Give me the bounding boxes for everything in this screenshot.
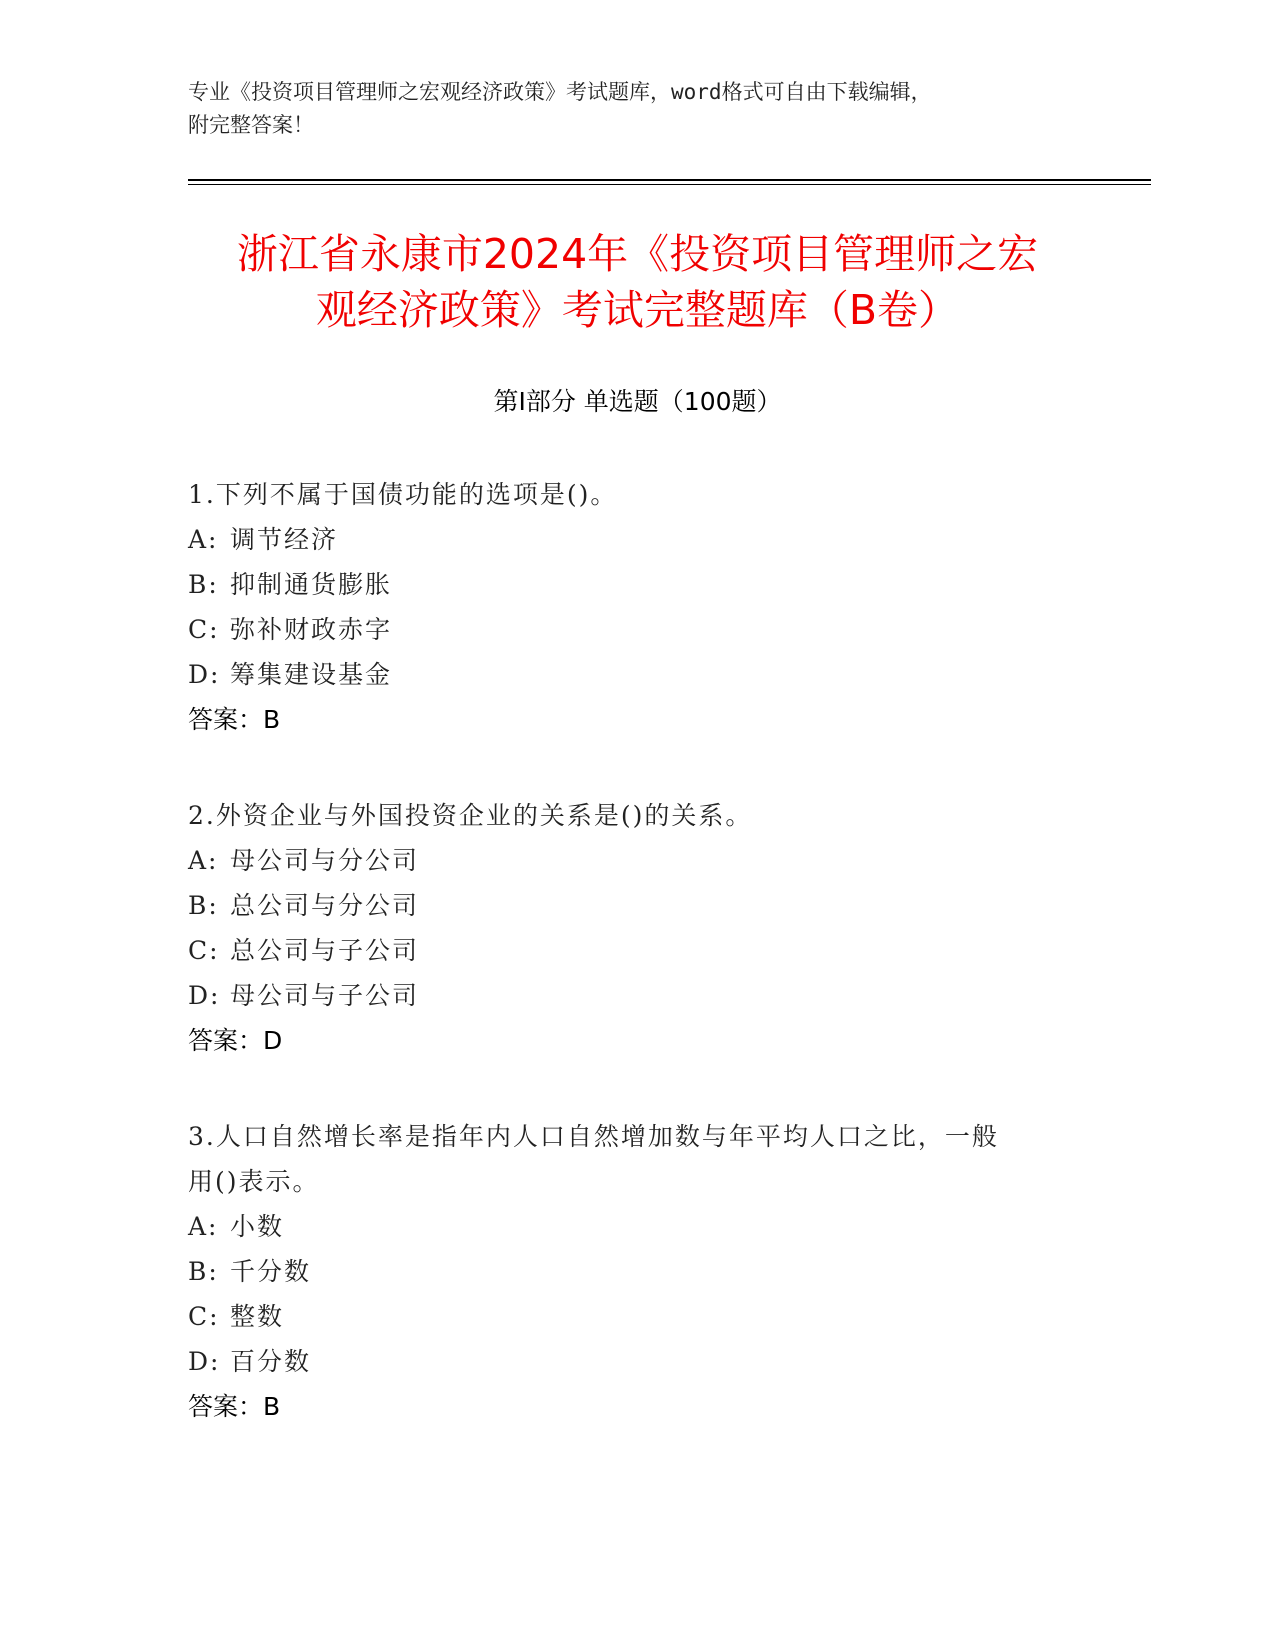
title-line-1: 浙江省永康市2024年《投资项目管理师之宏: [236, 230, 1039, 278]
option-label: D:: [188, 981, 221, 1010]
option-text: 调节经济: [230, 525, 339, 554]
option-label: A:: [188, 525, 219, 554]
option-d: [188, 1339, 1068, 1384]
option-a: [188, 1204, 1068, 1249]
option-text: 总公司与分公司: [230, 891, 420, 920]
option-label: B:: [188, 570, 219, 599]
option-d: [188, 652, 1068, 697]
question-stem: 1.下列不属于国债功能的选项是()。: [188, 480, 618, 509]
option-text: 总公司与子公司: [230, 936, 420, 965]
page-title: [150, 226, 1125, 338]
option-text: 母公司与子公司: [230, 981, 420, 1010]
option-label: C:: [188, 615, 220, 644]
notice-line-1: 专业《投资项目管理师之宏观经济政策》考试题库，word格式可自由下载编辑，: [188, 80, 932, 104]
question-1: [188, 472, 1068, 742]
answer-line: 答案：B: [188, 1392, 281, 1421]
option-label: B:: [188, 891, 219, 920]
option-text: 整数: [230, 1302, 285, 1331]
option-label: C:: [188, 936, 220, 965]
notice-line-2: 附完整答案！: [188, 113, 314, 137]
option-text: 抑制通货膨胀: [230, 570, 393, 599]
answer-line: 答案：D: [188, 1026, 283, 1055]
option-b: [188, 883, 1068, 928]
option-label: A:: [188, 846, 219, 875]
option-label: B:: [188, 1257, 219, 1286]
download-notice: [188, 76, 1068, 142]
option-b: [188, 562, 1068, 607]
option-text: 筹集建设基金: [230, 660, 393, 689]
question-stem-line-1: 3.人口自然增长率是指年内人口自然增加数与年平均人口之比，一般: [188, 1122, 999, 1151]
section-heading: 第Ⅰ部分 单选题（100题）: [493, 387, 782, 416]
option-label: D:: [188, 660, 221, 689]
option-label: D:: [188, 1347, 221, 1376]
option-c: [188, 607, 1068, 652]
question-list: [188, 472, 1068, 1480]
option-c: [188, 1294, 1068, 1339]
option-d: [188, 973, 1068, 1018]
option-c: [188, 928, 1068, 973]
question-2: [188, 793, 1068, 1063]
option-label: A:: [188, 1212, 219, 1241]
question-stem: 2.外资企业与外国投资企业的关系是()的关系。: [188, 801, 753, 830]
option-text: 百分数: [230, 1347, 312, 1376]
option-label: C:: [188, 1302, 220, 1331]
option-b: [188, 1249, 1068, 1294]
header-divider-thin: [188, 184, 1151, 185]
header-divider-thick: [188, 179, 1151, 181]
question-3: [188, 1114, 1068, 1429]
option-a: [188, 517, 1068, 562]
option-a: [188, 838, 1068, 883]
title-line-2: 观经济政策》考试完整题库（B卷）: [315, 286, 960, 334]
option-text: 母公司与分公司: [230, 846, 420, 875]
option-text: 千分数: [230, 1257, 312, 1286]
option-text: 弥补财政赤字: [230, 615, 393, 644]
option-text: 小数: [230, 1212, 285, 1241]
question-stem-line-2: 用()表示。: [188, 1167, 320, 1196]
answer-line: 答案：B: [188, 705, 281, 734]
